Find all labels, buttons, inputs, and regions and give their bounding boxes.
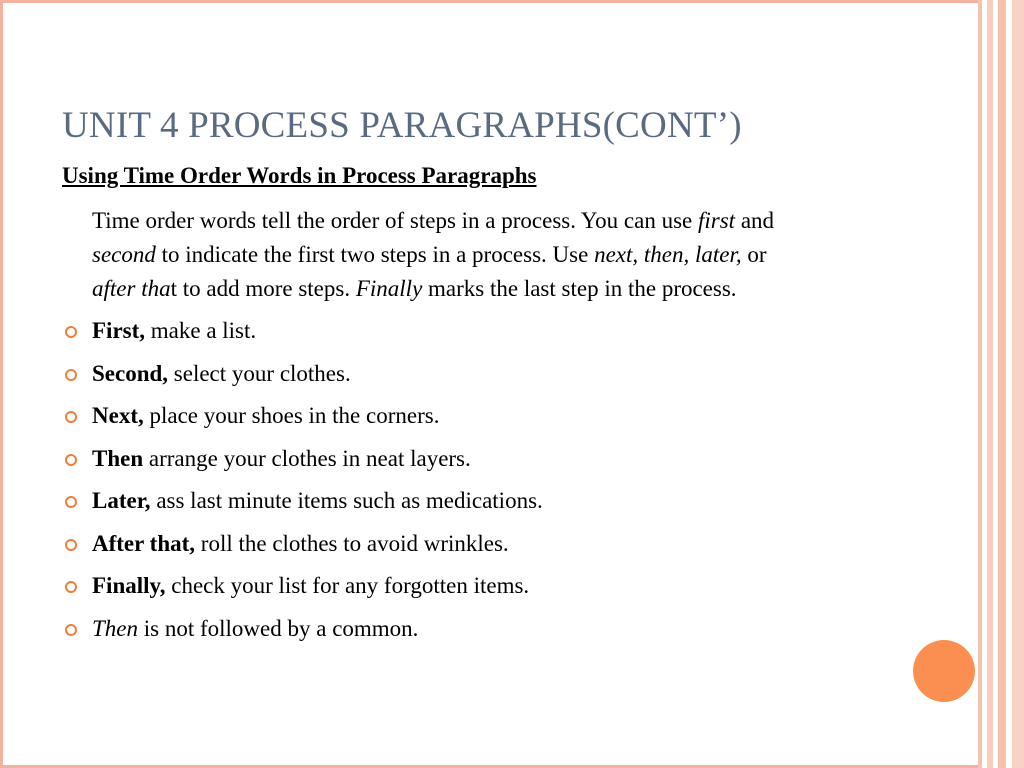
bullet-text: place your shoes in the corners. [143,403,440,428]
intro-italic-finally: Finally [355,276,423,301]
intro-text: or [741,242,767,267]
frame-left-line [0,0,3,768]
intro-italic-after-that: after tha [92,276,171,301]
bullet-circle-icon [65,624,77,636]
intro-text: t [170,276,177,301]
right-stripe [978,0,982,768]
intro-text: and [735,208,775,233]
bullet-text: check your list for any forgotten items. [165,573,530,598]
bullet-text: arrange your clothes in neat layers. [143,445,471,471]
intro-text: to add more steps. [176,276,356,301]
intro-italic-first: first [698,208,736,233]
bullet-circle-icon [65,369,77,381]
list-item [62,569,942,612]
bullet-list [62,314,942,654]
intro-paragraph [92,204,962,306]
intro-italic-second: second [92,242,156,267]
list-item [62,612,942,655]
list-item [62,357,942,400]
bullet-circle-icon [65,454,77,466]
bullet-text: roll the clothes to avoid wrinkles. [195,530,509,556]
bullet-circle-icon [65,496,77,508]
intro-text: marks the last step in the process. [422,276,737,301]
intro-italic-list: next, then, later, [594,242,742,267]
right-stripe [987,0,993,768]
bullet-lead: First, [92,318,146,343]
bullet-lead: Later, [92,488,151,513]
bullet-circle-icon [65,539,77,551]
list-item [62,527,942,570]
intro-text: Time order words tell the order of steps in a process. You can use [92,208,698,233]
bullet-lead: Then [92,445,144,471]
list-item [62,399,942,442]
bullet-lead: Next, [92,403,144,428]
right-stripe [998,0,1006,768]
slide-subtitle: Using Time Order Words in Process Paragraphs [62,163,537,188]
bullet-lead: Finally, [92,573,166,598]
list-item [62,484,942,527]
bullet-text: select your clothes. [168,360,351,386]
bullet-lead-italic: Then [92,615,138,641]
bullet-text: make a list. [145,318,257,343]
bullet-text: is not followed by a common. [138,615,419,641]
bullet-text: ass last minute items such as medications. [150,488,543,513]
bullet-lead: After that, [92,530,196,556]
bullet-circle-icon [65,581,77,593]
list-item [62,442,942,485]
bullet-lead: Second, [92,360,169,386]
bullet-circle-icon [65,411,77,423]
bullet-circle-icon [65,326,77,338]
frame-top-line [0,0,980,3]
slide-title: UNIT 4 PROCESS PARAGRAPHS(CONT’) [62,105,742,146]
list-item [62,314,942,357]
right-stripe [1012,0,1024,768]
intro-text: to indicate the first two steps in a process. Use [155,242,595,267]
